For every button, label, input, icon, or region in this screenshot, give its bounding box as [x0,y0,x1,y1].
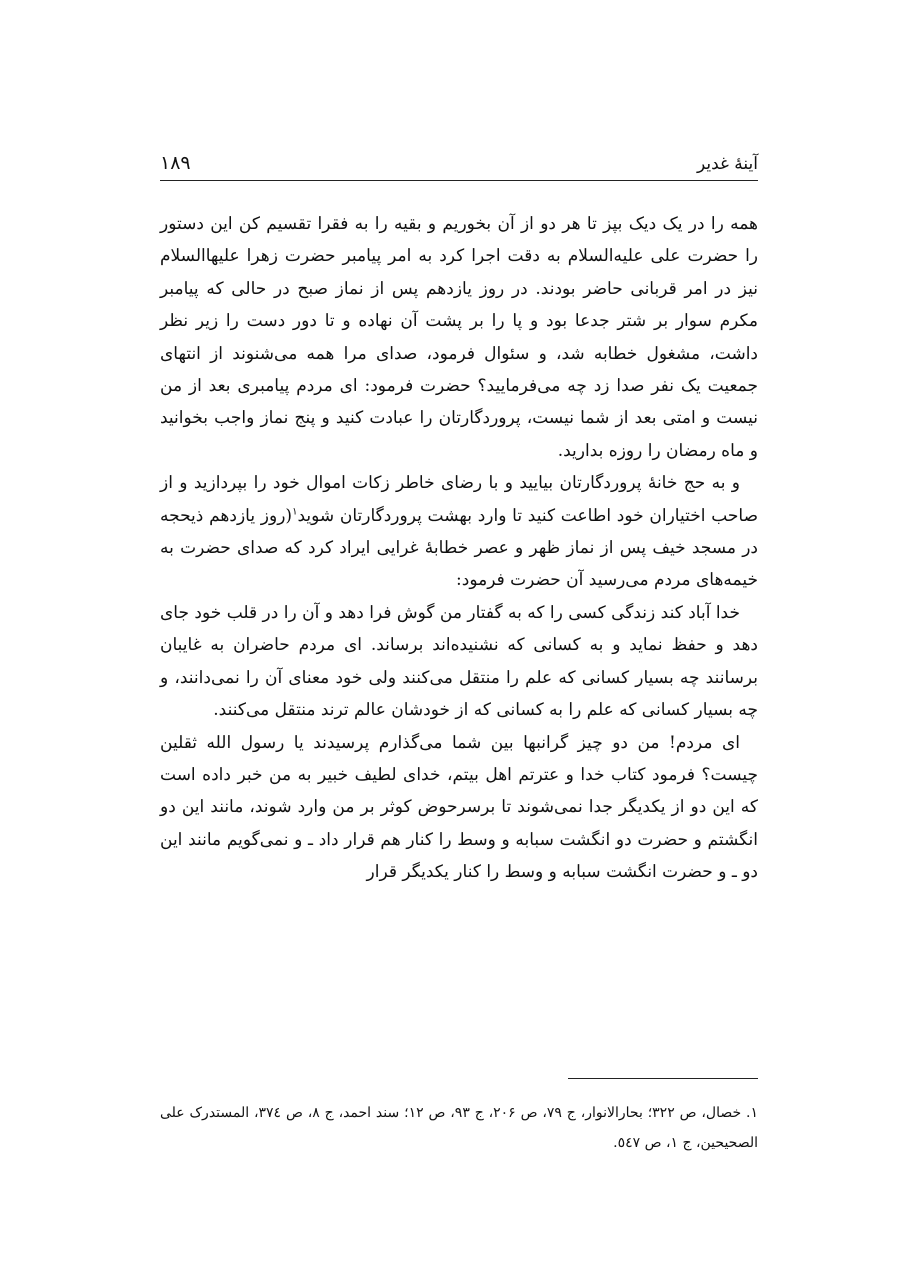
footnote-reference[interactable]: ۱ [292,506,298,517]
paragraph-2 [160,467,758,597]
paragraph-1: همه را در یک دیک بپز تا هر دو از آن بخوریم و بقیه را به فقرا تقسیم کن این دستور را حضرت علی علیه‌السلام به دقت اجرا کرد به امر پیامبر حضرت زهرا علیها‌السلام نیز در امر قربانی حاضر بودند. در روز یازدهم پس از نماز صبح در حالی که پیامبر مکرم سوار بر شتر جدعا بود و پا را بر پشت آن نهاده و تا دور دست را زیر نظر داشت، مشغول خطابه شد، و سئوال فرمود، صدای مرا همه می‌شنوند از انتهای جمعیت یک نفر صدا زد چه می‌فرمایید؟ حضرت فرمود: ای مردم پیامبری بعد از من نیست و امتی بعد از شما نیست، پروردگارتان را عبادت کنید و پنج نماز واجب بخوانید و ماه رمضان را روزه بدارید. [160,214,758,461]
footnote: ۱. خصال، ص ۳۲۲؛ بحارالانوار، ج ۷۹، ص ۲۰۶، ج ۹۳، ص ۱۲؛ سند احمد، ج ۸، ص ۳۷٤، المستدرک علی الصحیحین، ج ۱، ص ٥٤٧. [160,1105,758,1151]
footnote-divider [568,1078,758,1079]
paragraph-2-continuation: (روز یازدهم ذیحجه در مسجد خیف پس از نماز ظهر و عصر خطابهٔ غرایی ایراد کرد که صدای حضرت به خیمه‌های مردم می‌رسید آن حضرت فرمود: [160,505,758,591]
paragraph-4: ای مردم! من دو چیز گرانبها بین شما می‌گذارم پرسیدند یا رسول الله ثقلین چیست؟ فرمود کتاب خدا و عترتم اهل بیتم، خدای لطیف خبیر به من خبر داده است که این دو از یکدیگر جدا نمی‌شوند تا برسرحوض کوثر بر من وارد شوند، مانند این دو انگشتم و حضرت دو انگشت سبابه و وسط را کنار هم قرار داد ـ و نمی‌گویم مانند این دو ـ و حضرت انگشت سبابه و وسط را کنار یکدیگر قرار [160,732,758,883]
page-header [160,150,758,181]
body-text [160,208,758,889]
paragraph-2-text: و به حج خانهٔ پروردگارتان بیایید و با رضای خاطر زکات اموال خود را بپردازید و از صاحب اختیاران خود اطاعت کنید تا وارد بهشت پروردگارتان شوید [160,473,759,526]
paragraph-3: خدا آباد کند زندگی کسی را که به گفتار من گوش فرا دهد و آن را در قلب خود جای دهد و حفظ نماید و به کسانی که نشنیده‌اند برساند. ای مردم حاضران به غایبان برسانند چه بسیار کسانی که علم را منتقل می‌کنند ولی خود معنای آن را نمی‌دانند، و چه بسیار کسانی که علم را به کسانی که از خودشان عالم ترند منتقل می‌کنند. [160,602,758,721]
running-title: آینهٔ غدیر [696,154,758,174]
page-number: ۱۸۹ [160,152,191,174]
